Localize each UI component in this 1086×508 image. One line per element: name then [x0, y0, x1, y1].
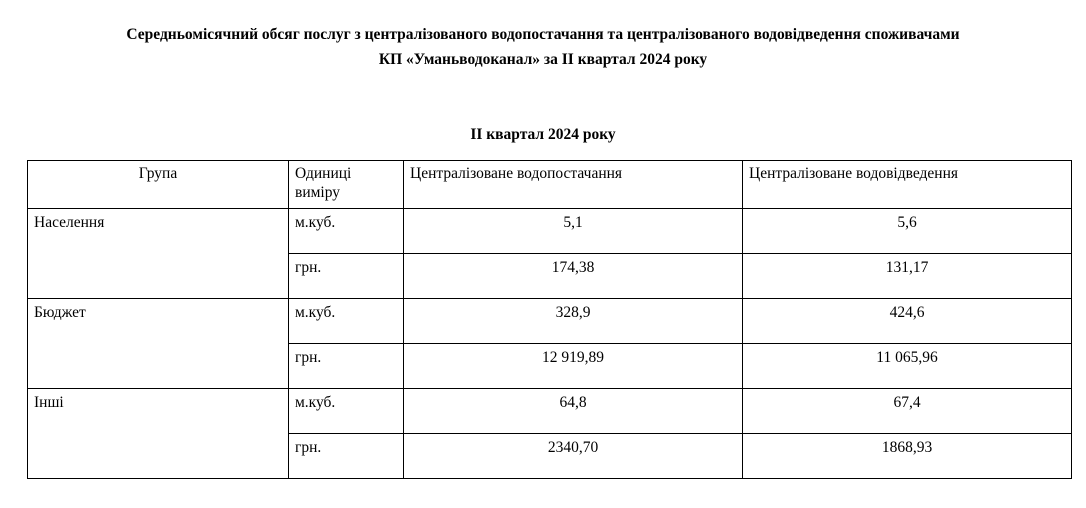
- document-title-line-1: Середньомісячний обсяг послуг з централізованого водопостачання та централізованого водовідведення споживачами: [126, 26, 960, 43]
- unit-cell: грн.: [289, 344, 404, 389]
- group-name-others: Інші: [28, 389, 289, 479]
- water-supply-value: 2340,70: [404, 434, 743, 479]
- water-drainage-value: 5,6: [743, 209, 1072, 254]
- header-water-supply: Централізоване водопостачання: [404, 161, 743, 209]
- water-drainage-value: 1868,93: [743, 434, 1072, 479]
- unit-cell: грн.: [289, 254, 404, 299]
- header-group: Група: [28, 161, 289, 209]
- water-drainage-value: 424,6: [743, 299, 1072, 344]
- water-supply-value: 5,1: [404, 209, 743, 254]
- group-name-population: Населення: [28, 209, 289, 299]
- table-caption: ІІ квартал 2024 року: [470, 126, 616, 143]
- unit-cell: грн.: [289, 434, 404, 479]
- water-supply-value: 12 919,89: [404, 344, 743, 389]
- water-supply-value: 64,8: [404, 389, 743, 434]
- header-unit: Одиниці виміру: [289, 161, 404, 209]
- water-supply-value: 328,9: [404, 299, 743, 344]
- water-drainage-value: 67,4: [743, 389, 1072, 434]
- water-drainage-value: 11 065,96: [743, 344, 1072, 389]
- table-row: [28, 299, 1072, 344]
- unit-cell: м.куб.: [289, 389, 404, 434]
- water-drainage-value: 131,17: [743, 254, 1072, 299]
- table-header-row: [28, 161, 1072, 209]
- document-title-line-2: КП «Уманьводоканал» за ІІ квартал 2024 року: [378, 51, 708, 68]
- header-water-drainage: Централізоване водовідведення: [743, 161, 1072, 209]
- services-volume-table: [27, 160, 1072, 479]
- table-row: [28, 209, 1072, 254]
- unit-cell: м.куб.: [289, 299, 404, 344]
- table-row: [28, 389, 1072, 434]
- water-supply-value: 174,38: [404, 254, 743, 299]
- unit-cell: м.куб.: [289, 209, 404, 254]
- group-name-budget: Бюджет: [28, 299, 289, 389]
